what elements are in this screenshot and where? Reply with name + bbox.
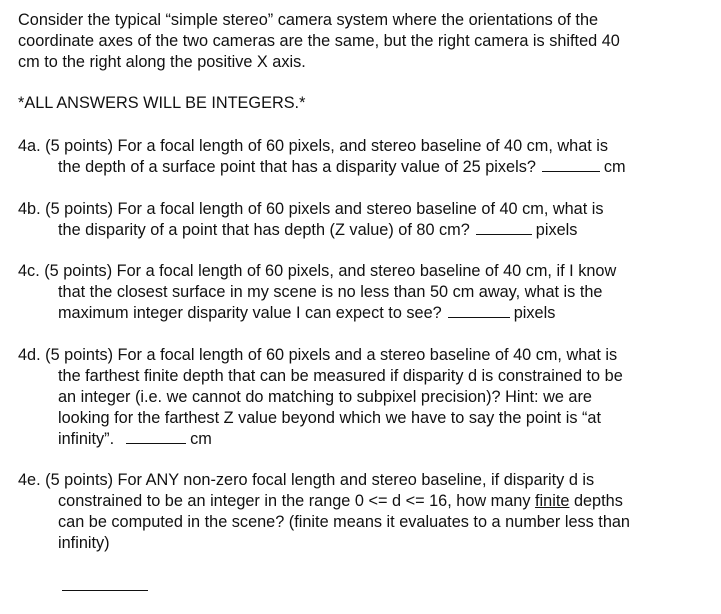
q4e-line-2-pre: constrained to be an integer in the range 0 <= d <= 16, how many bbox=[58, 492, 536, 510]
q4c-line-2: that the closest surface in my scene is no less than 50 cm away, what is the bbox=[58, 283, 603, 301]
q4d-line-1: 4d. (5 points) For a focal length of 60 pixels and a stereo baseline of 40 cm, what is bbox=[18, 346, 618, 364]
q4a-answer-blank[interactable] bbox=[542, 157, 600, 172]
question-4d bbox=[18, 345, 708, 450]
q4c-unit: pixels bbox=[513, 304, 556, 322]
q4e-line-4: infinity) bbox=[58, 534, 110, 552]
q4e-line-1: 4e. (5 points) For ANY non-zero focal length and stereo baseline, if disparity d is bbox=[18, 471, 595, 489]
q4e-line-2-post: depths bbox=[569, 492, 623, 510]
q4b-line-2 bbox=[18, 220, 708, 241]
q4e-line-2 bbox=[18, 491, 708, 512]
q4d-line-3: an integer (i.e. we cannot do matching to subpixel precision)? Hint: we are bbox=[58, 388, 592, 406]
q4b-line-2-text: the disparity of a point that has depth (Z value) of 80 cm? bbox=[58, 221, 470, 239]
q4b-line-1: 4b. (5 points) For a focal length of 60 pixels and stereo baseline of 40 cm, what is bbox=[18, 200, 604, 218]
intro-line-2: coordinate axes of the two cameras are the same, but the right camera is shifted 40 bbox=[18, 32, 620, 50]
intro-line-3: cm to the right along the positive X axis. bbox=[18, 53, 306, 71]
q4d-answer-blank[interactable] bbox=[126, 429, 186, 444]
q4e-answer-blank[interactable] bbox=[62, 590, 148, 591]
question-4a bbox=[18, 136, 708, 178]
q4a-line-1: 4a. (5 points) For a focal length of 60 pixels, and stereo baseline of 40 cm, what is bbox=[18, 137, 609, 155]
question-4e bbox=[18, 470, 708, 554]
question-4b bbox=[18, 199, 708, 241]
q4a-unit: cm bbox=[603, 158, 626, 176]
question-4c bbox=[18, 261, 708, 324]
q4c-line-3-text: maximum integer disparity value I can expect to see? bbox=[58, 304, 442, 322]
q4e-line-3: can be computed in the scene? (finite means it evaluates to a number less than bbox=[58, 513, 630, 531]
q4c-line-1: 4c. (5 points) For a focal length of 60 pixels, and stereo baseline of 40 cm, if I know bbox=[18, 262, 617, 280]
note-text: *ALL ANSWERS WILL BE INTEGERS.* bbox=[18, 94, 306, 112]
q4d-line-5-text: infinity”. bbox=[58, 430, 115, 448]
q4d-line-2: the farthest finite depth that can be measured if disparity d is constrained to be bbox=[58, 367, 623, 385]
q4d-line-4: looking for the farthest Z value beyond which we have to say the point is “at bbox=[58, 409, 602, 427]
q4c-line-3 bbox=[18, 303, 708, 324]
q4d-line-5 bbox=[18, 429, 708, 450]
intro-line-1: Consider the typical “simple stereo” camera system where the orientations of the bbox=[18, 11, 599, 29]
intro-paragraph bbox=[18, 10, 708, 73]
q4b-unit: pixels bbox=[535, 221, 578, 239]
q4d-unit: cm bbox=[190, 430, 212, 448]
q4c-answer-blank[interactable] bbox=[448, 303, 510, 318]
q4a-line-2 bbox=[18, 157, 708, 178]
q4e-finite-underlined: finite bbox=[535, 492, 570, 510]
q4b-answer-blank[interactable] bbox=[476, 220, 532, 235]
integer-answers-note bbox=[18, 93, 708, 114]
q4a-line-2-text: the depth of a surface point that has a disparity value of 25 pixels? bbox=[58, 158, 536, 176]
